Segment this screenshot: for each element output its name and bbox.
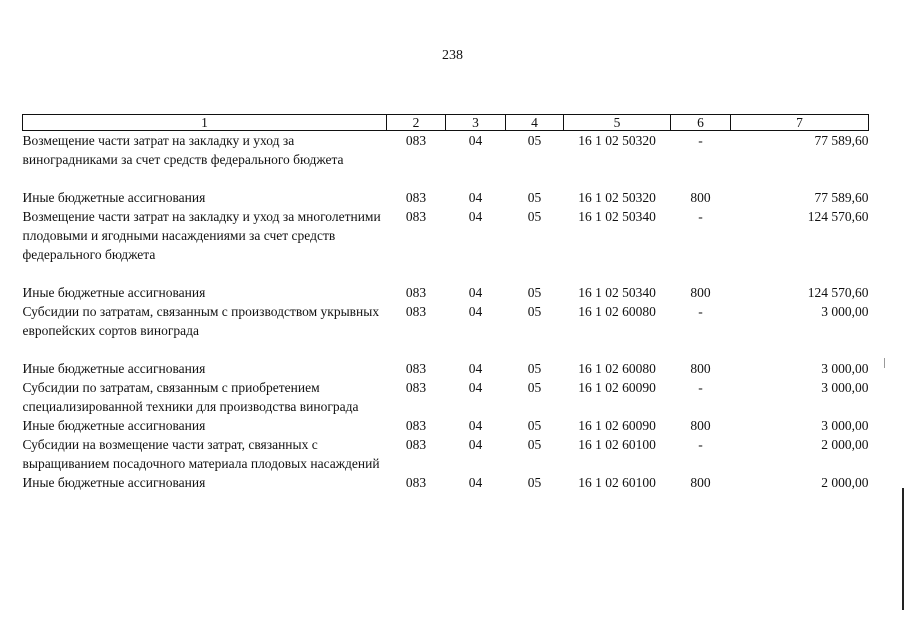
row-c4: 05 bbox=[527, 475, 542, 490]
row-name: Субсидии по затратам, связанным с приобретением специализированной техники для производства винограда bbox=[22, 380, 359, 414]
header-col-5: 5 bbox=[564, 115, 671, 131]
row-c2: 083 bbox=[405, 285, 427, 300]
row-c6: - bbox=[698, 209, 703, 224]
row-c4: 05 bbox=[527, 380, 542, 395]
row-c5: 16 1 02 60100 bbox=[578, 437, 656, 452]
row-c3: 04 bbox=[468, 437, 483, 452]
table-row bbox=[23, 188, 869, 207]
row-c3: 04 bbox=[468, 190, 483, 205]
header-col-1: 1 bbox=[23, 115, 387, 131]
table-row bbox=[23, 283, 869, 302]
row-c6: - bbox=[698, 304, 703, 319]
row-c4: 05 bbox=[527, 418, 542, 433]
row-c5: 16 1 02 60090 bbox=[578, 418, 656, 433]
row-c5: 16 1 02 50340 bbox=[578, 209, 656, 224]
row-c2: 083 bbox=[405, 418, 427, 433]
row-spacer bbox=[23, 340, 869, 359]
header-col-6: 6 bbox=[671, 115, 731, 131]
row-c6: 800 bbox=[690, 190, 711, 205]
row-amount: 3 000,00 bbox=[821, 380, 869, 395]
row-amount: 2 000,00 bbox=[821, 475, 869, 490]
table-row bbox=[23, 473, 869, 492]
row-amount: 3 000,00 bbox=[821, 304, 869, 319]
row-amount: 3 000,00 bbox=[821, 418, 869, 433]
row-c5: 16 1 02 50320 bbox=[578, 133, 656, 148]
row-c2: 083 bbox=[405, 437, 427, 452]
row-c3: 04 bbox=[468, 209, 483, 224]
row-c5: 16 1 02 60080 bbox=[578, 304, 656, 319]
budget-table bbox=[22, 114, 869, 492]
header-col-7: 7 bbox=[731, 115, 869, 131]
table-row bbox=[23, 207, 869, 264]
row-c4: 05 bbox=[527, 361, 542, 376]
row-spacer bbox=[23, 169, 869, 188]
row-name: Иные бюджетные ассигнования bbox=[22, 190, 206, 205]
row-c3: 04 bbox=[468, 475, 483, 490]
row-c4: 05 bbox=[527, 190, 542, 205]
row-c2: 083 bbox=[405, 190, 427, 205]
row-c3: 04 bbox=[468, 285, 483, 300]
row-c5: 16 1 02 60100 bbox=[578, 475, 656, 490]
row-c5: 16 1 02 60090 bbox=[578, 380, 656, 395]
row-c3: 04 bbox=[468, 361, 483, 376]
row-name: Иные бюджетные ассигнования bbox=[22, 418, 206, 433]
row-c4: 05 bbox=[527, 304, 542, 319]
table-row bbox=[23, 131, 869, 170]
table-row bbox=[23, 302, 869, 340]
row-amount: 3 000,00 bbox=[821, 361, 869, 376]
row-c2: 083 bbox=[405, 475, 427, 490]
row-amount: 124 570,60 bbox=[807, 285, 869, 300]
row-c3: 04 bbox=[468, 380, 483, 395]
row-c3: 04 bbox=[468, 418, 483, 433]
row-amount: 77 589,60 bbox=[814, 133, 869, 148]
row-c2: 083 bbox=[405, 133, 427, 148]
table-row bbox=[23, 435, 869, 473]
row-c6: - bbox=[698, 437, 703, 452]
row-amount: 124 570,60 bbox=[807, 209, 869, 224]
row-name: Иные бюджетные ассигнования bbox=[22, 285, 206, 300]
row-amount: 77 589,60 bbox=[814, 190, 869, 205]
row-c4: 05 bbox=[527, 133, 542, 148]
table-row bbox=[23, 416, 869, 435]
table-row bbox=[23, 359, 869, 378]
row-c5: 16 1 02 60080 bbox=[578, 361, 656, 376]
row-name: Возмещение части затрат на закладку и уход за многолетними плодовыми и ягодными насаждениями за счет средств федерального бюджета bbox=[22, 209, 381, 262]
scan-artifact-mark bbox=[884, 358, 885, 368]
row-amount: 2 000,00 bbox=[821, 437, 869, 452]
row-c5: 16 1 02 50320 bbox=[578, 190, 656, 205]
row-c6: 800 bbox=[690, 361, 711, 376]
row-c6: 800 bbox=[690, 285, 711, 300]
row-c4: 05 bbox=[527, 437, 542, 452]
header-col-2: 2 bbox=[387, 115, 446, 131]
row-c5: 16 1 02 50340 bbox=[578, 285, 656, 300]
row-c6: 800 bbox=[690, 475, 711, 490]
row-c3: 04 bbox=[468, 304, 483, 319]
row-c6: 800 bbox=[690, 418, 711, 433]
row-name: Субсидии на возмещение части затрат, связанных с выращиванием посадочного материала плодовых насаждений bbox=[22, 437, 380, 471]
row-c6: - bbox=[698, 133, 703, 148]
scan-edge-mark bbox=[902, 488, 904, 610]
row-spacer bbox=[23, 264, 869, 283]
row-c2: 083 bbox=[405, 380, 427, 395]
row-c6: - bbox=[698, 380, 703, 395]
row-c2: 083 bbox=[405, 361, 427, 376]
row-name: Иные бюджетные ассигнования bbox=[22, 475, 206, 490]
row-c4: 05 bbox=[527, 209, 542, 224]
row-c3: 04 bbox=[468, 133, 483, 148]
row-c2: 083 bbox=[405, 304, 427, 319]
table-row bbox=[23, 378, 869, 416]
row-c2: 083 bbox=[405, 209, 427, 224]
header-row bbox=[23, 115, 869, 131]
header-col-4: 4 bbox=[506, 115, 564, 131]
page-number: 238 bbox=[442, 48, 463, 63]
row-name: Субсидии по затратам, связанным с производством укрывных европейских сортов винограда bbox=[22, 304, 380, 338]
row-name: Возмещение части затрат на закладку и уход за виноградниками за счет средств федерального бюджета bbox=[22, 133, 344, 167]
header-col-3: 3 bbox=[446, 115, 506, 131]
row-name: Иные бюджетные ассигнования bbox=[22, 361, 206, 376]
row-c4: 05 bbox=[527, 285, 542, 300]
